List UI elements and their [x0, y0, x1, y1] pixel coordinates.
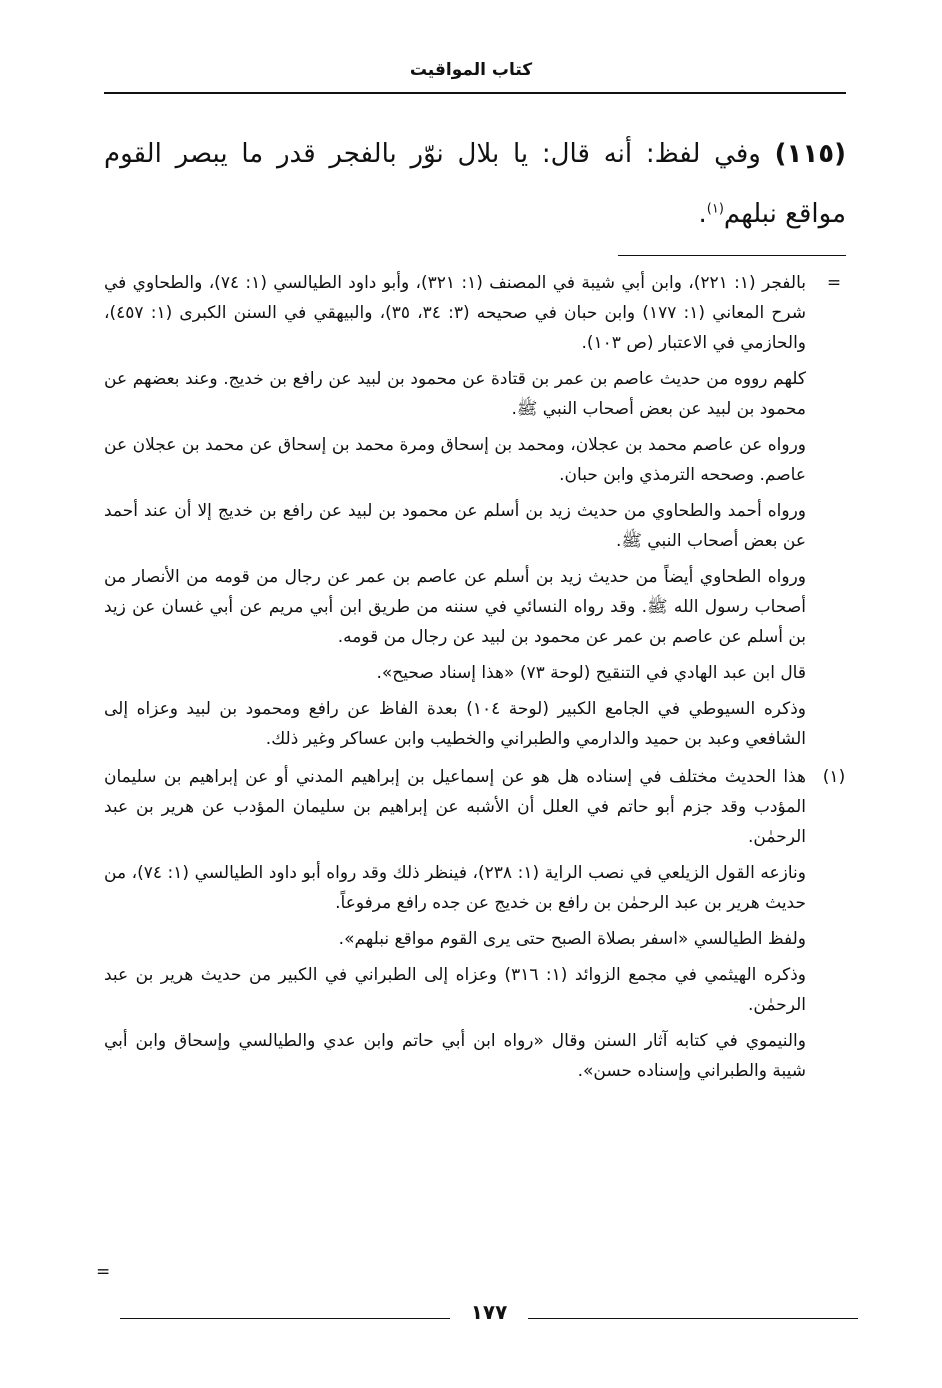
footnote-paragraph: والنيموي في كتابه آثار السنن وقال «رواه ابن أبي حاتم وابن عدي والطيالسي وإسحاق وابن أبي شيبة والطبراني وإسناده حسن».	[104, 1031, 806, 1081]
hadith-end: .	[698, 199, 707, 229]
footnote-paragraph: هذا الحديث مختلف في إسناده هل هو عن إسماعيل بن إبراهيم المدني أو عن إبراهيم بن سليمان المؤدب وقد جزم أبو حاتم في العلل أن الأشبه عن إبراهيم بن سليمان المؤدب عن هرير بن عبد الرحمٰن.	[104, 767, 806, 847]
footnote-paragraph: قال ابن عبد الهادي في التنقيح (لوحة ٧٣) «هذا إسناد صحيح».	[376, 663, 806, 683]
hadith-body: وفي لفظ: أنه قال: يا بلال نوّر بالفجر قدر ما يبصر القوم مواقع نبلهم	[104, 139, 846, 229]
footnote-paragraph: ورواه عن عاصم محمد بن عجلان، ومحمد بن إسحاق ومرة محمد بن إسحاق عن محمد بن عجلان عن عاصم. وصححه الترمذي وابن حبان.	[104, 435, 806, 485]
footnote-paragraph: كلهم رووه من حديث عاصم بن عمر بن قتادة عن محمود بن لبيد عن رافع بن خديج. وعند بعضهم عن محمود بن لبيد عن بعض أصحاب النبي ﷺ.	[104, 369, 806, 419]
running-header: كتاب المواقيت	[409, 60, 533, 80]
continuation-marker: =	[826, 273, 842, 293]
header-rule	[104, 92, 846, 94]
page-number: ١٧٧	[470, 1300, 508, 1324]
footer-rule-right	[528, 1318, 858, 1319]
hadith-number: (١١٥)	[774, 139, 846, 169]
footnote-paragraph: ونازعه القول الزيلعي في نصب الراية (١: ٢٣٨)، فينظر ذلك وقد رواه أبو داود الطيالسي (١: ٧٤)، من حديث هرير بن عبد الرحمٰن بن رافع بن خديج عن جده رافع مرفوعاً.	[104, 863, 806, 913]
footnote-paragraph: بالفجر (١: ٢٢١)، وابن أبي شيبة في المصنف (١: ٣٢١)، وأبو داود الطيالسي (١: ٧٤)، والطحاوي في شرح المعاني (١: ١٧٧) وابن حبان في صحيحه (٣: ٣٤، ٣٥)، والبيهقي في السنن الكبرى (١: ٤٥٧)، والحازمي في الاعتبار (ص ١٠٣).	[104, 273, 806, 353]
footnote-paragraph: وذكره السيوطي في الجامع الكبير (لوحة ١٠٤) بعدة الفاظ عن رافع ومحمود بن لبيد وعزاه إلى الشافعي وعبد بن حميد والدارمي والطبراني والخطيب وابن عساكر وغير ذلك.	[104, 699, 806, 749]
footnotes	[104, 268, 856, 1092]
footnote-paragraph: ولفظ الطيالسي «اسفر بصلاة الصبح حتى يرى القوم مواقع نبلهم».	[338, 929, 806, 949]
footnote-1-marker: (١)	[822, 767, 846, 787]
footer-rule-left	[120, 1318, 450, 1319]
continues-marker: =	[96, 1262, 111, 1282]
footnote-separator	[618, 255, 846, 256]
footnote-paragraph: ورواه الطحاوي أيضاً من حديث زيد بن أسلم عن عاصم بن عمر عن رجال من قومه من الأنصار من أصحاب رسول الله ﷺ. وقد رواه النسائي في سننه من طريق ابن أبي مريم عن أبي غسان عن زيد بن أسلم عن عاصم بن عمر عن محمود بن لبيد عن رجال من قومه.	[104, 567, 806, 647]
footnote-reference: (١)	[706, 201, 724, 217]
footnote-continued	[104, 268, 856, 754]
footnote-paragraph: وذكره الهيثمي في مجمع الزوائد (١: ٣١٦) وعزاه إلى الطبراني في الكبير من حديث هرير بن عبد الرحمٰن.	[104, 965, 806, 1015]
footnote-1	[104, 762, 856, 1086]
hadith-text	[104, 124, 846, 244]
footnote-paragraph: ورواه أحمد والطحاوي من حديث زيد بن أسلم عن محمود بن لبيد عن رافع بن خديج إلا أن عند أحمد عن بعض أصحاب النبي ﷺ.	[104, 501, 806, 551]
